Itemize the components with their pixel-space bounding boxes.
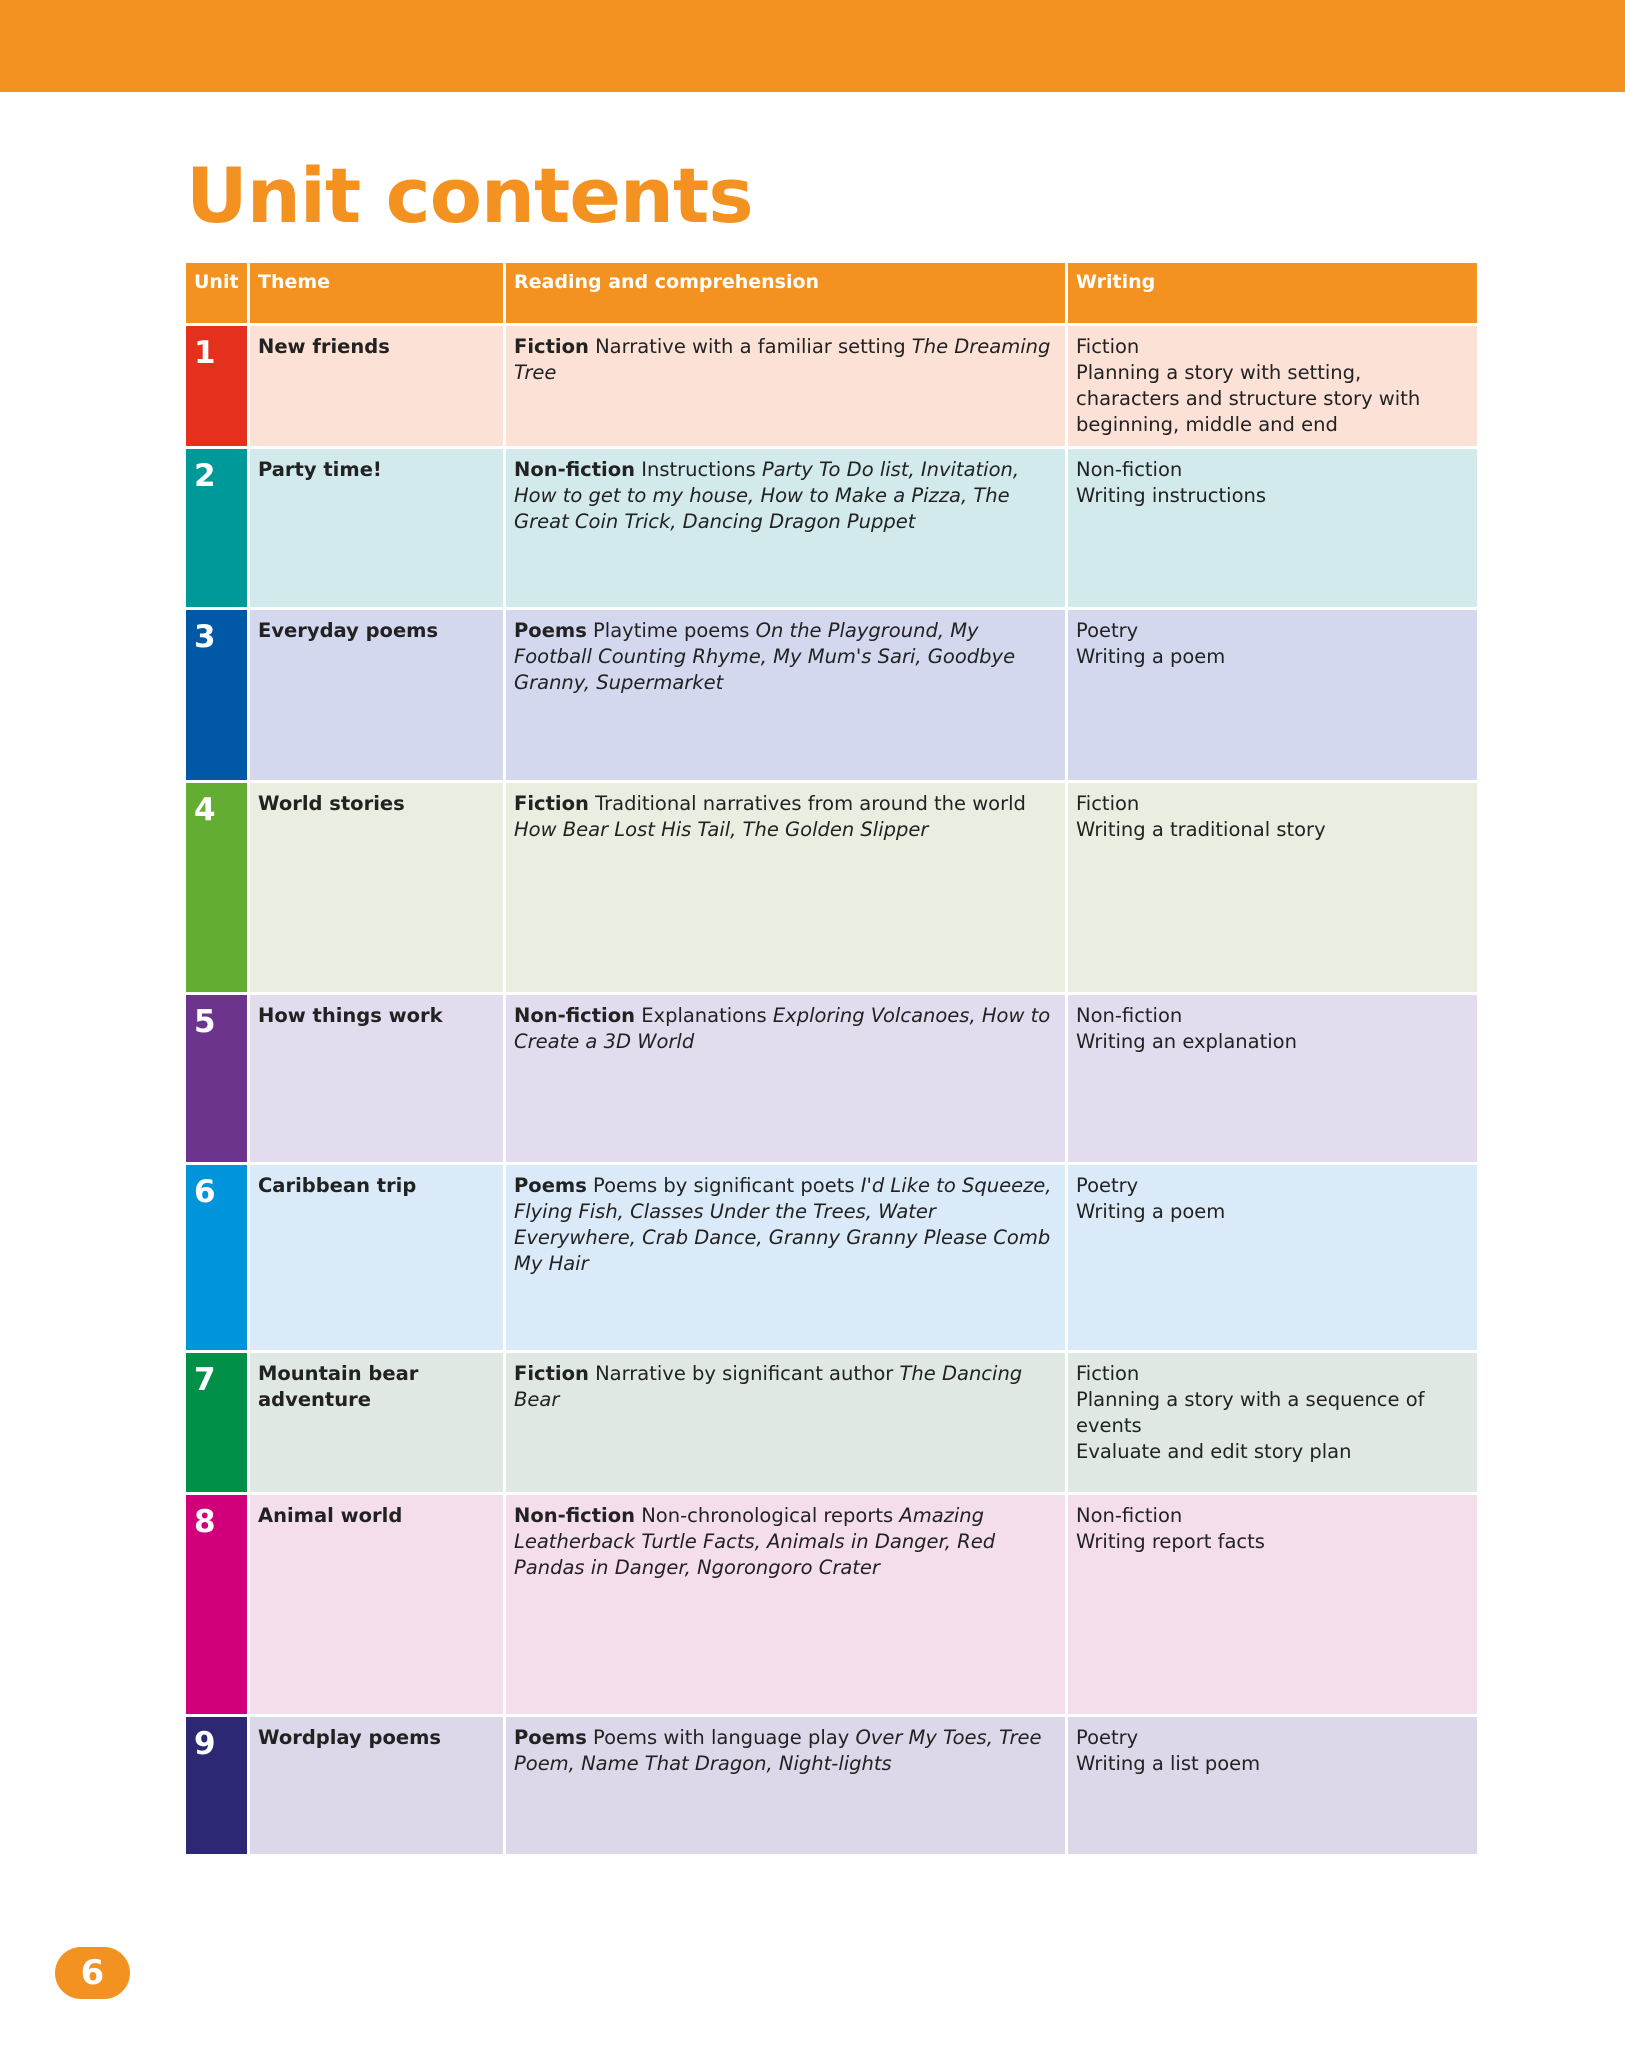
writing-task: Writing instructions — [1076, 484, 1267, 507]
table-body — [186, 326, 1477, 1857]
unit-number: 1 — [186, 326, 250, 446]
reading-titles: The Dancing Bear — [514, 1362, 1023, 1411]
column-header-unit: Unit — [186, 263, 250, 323]
reading-description: Traditional narratives from around the world — [595, 792, 1026, 815]
writing-type: Non-fiction — [1076, 1504, 1183, 1527]
text-type: Non-fiction — [514, 1504, 635, 1527]
writing-task: Writing a poem — [1076, 1200, 1226, 1223]
reading-cell — [506, 1353, 1068, 1492]
reading-titles: I'd Like to Squeeze, Flying Fish, Classes Under the Trees, Water Everywhere, Crab Dance, Granny Granny Please Comb My Hair — [514, 1174, 1052, 1275]
writing-cell — [1068, 783, 1477, 992]
unit-theme: Wordplay poems — [250, 1717, 506, 1854]
unit-number: 5 — [186, 995, 250, 1162]
unit-number: 7 — [186, 1353, 250, 1492]
reading-titles: Party To Do list, Invitation, How to get to my house, How to Make a Pizza, The Great Coin Trick, Dancing Dragon Puppet — [514, 458, 1020, 533]
writing-cell — [1068, 449, 1477, 607]
text-type: Fiction — [514, 335, 589, 358]
text-type: Poems — [514, 1174, 587, 1197]
reading-titles: The Dreaming Tree — [514, 335, 1051, 384]
reading-description: Instructions — [641, 458, 756, 481]
unit-number: 9 — [186, 1717, 250, 1854]
reading-cell — [506, 326, 1068, 446]
table-row — [186, 995, 1477, 1165]
writing-task: Writing a traditional story — [1076, 818, 1326, 841]
reading-titles: On the Playground, My Football Counting Rhyme, My Mum's Sari, Goodbye Granny, Supermarket — [514, 619, 1016, 694]
reading-cell — [506, 449, 1068, 607]
unit-number: 3 — [186, 610, 250, 780]
unit-theme: Everyday poems — [250, 610, 506, 780]
unit-theme: Mountain bear adventure — [250, 1353, 506, 1492]
writing-task: Writing an explanation — [1076, 1030, 1297, 1053]
table-row — [186, 1717, 1477, 1857]
reading-titles: Over My Toes, Tree Poem, Name That Dragon, Night-lights — [514, 1726, 1042, 1775]
text-type: Fiction — [514, 792, 589, 815]
writing-type: Fiction — [1076, 792, 1140, 815]
unit-theme: Party time! — [250, 449, 506, 607]
writing-type: Fiction — [1076, 335, 1140, 358]
reading-cell — [506, 1165, 1068, 1350]
table-row — [186, 1353, 1477, 1495]
text-type: Poems — [514, 1726, 587, 1749]
writing-type: Fiction — [1076, 1362, 1140, 1385]
table-header-row — [186, 263, 1477, 326]
table-row — [186, 610, 1477, 783]
writing-cell — [1068, 1353, 1477, 1492]
reading-description: Playtime poems — [593, 619, 750, 642]
reading-description: Non-chronological reports — [641, 1504, 894, 1527]
writing-cell — [1068, 610, 1477, 780]
page-title: Unit contents — [186, 151, 753, 240]
writing-task: Evaluate and edit story plan — [1076, 1440, 1352, 1463]
writing-cell — [1068, 995, 1477, 1162]
writing-type: Non-fiction — [1076, 1004, 1183, 1027]
writing-cell — [1068, 1717, 1477, 1854]
page-number-badge: 6 — [55, 1947, 130, 1999]
writing-cell — [1068, 1165, 1477, 1350]
unit-number: 8 — [186, 1495, 250, 1714]
reading-titles: Amazing Leatherback Turtle Facts, Animals in Danger, Red Pandas in Danger, Ngorongoro Crater — [514, 1504, 996, 1579]
writing-type: Poetry — [1076, 1726, 1139, 1749]
reading-description: Narrative by significant author — [595, 1362, 894, 1385]
reading-description: Explanations — [641, 1004, 767, 1027]
reading-titles: Exploring Volcanoes, How to Create a 3D World — [514, 1004, 1051, 1053]
writing-task: Writing a list poem — [1076, 1752, 1261, 1775]
unit-number: 4 — [186, 783, 250, 992]
writing-cell — [1068, 326, 1477, 446]
table-row — [186, 783, 1477, 995]
table-row — [186, 326, 1477, 449]
writing-type: Poetry — [1076, 1174, 1139, 1197]
table-row — [186, 449, 1477, 610]
unit-number: 2 — [186, 449, 250, 607]
top-banner — [0, 0, 1625, 92]
writing-type: Poetry — [1076, 619, 1139, 642]
unit-contents-table — [186, 263, 1477, 1857]
reading-description: Poems with language play — [593, 1726, 850, 1749]
writing-task: Planning a story with setting, characters and structure story with beginning, middle and end — [1076, 361, 1421, 436]
text-type: Non-fiction — [514, 458, 635, 481]
column-header-writing: Writing — [1068, 263, 1477, 323]
unit-theme: World stories — [250, 783, 506, 992]
unit-theme: How things work — [250, 995, 506, 1162]
reading-cell — [506, 1495, 1068, 1714]
reading-cell — [506, 1717, 1068, 1854]
reading-description: Narrative with a familiar setting — [595, 335, 906, 358]
reading-description: Poems by significant poets — [593, 1174, 855, 1197]
unit-theme: Animal world — [250, 1495, 506, 1714]
unit-number: 6 — [186, 1165, 250, 1350]
writing-cell — [1068, 1495, 1477, 1714]
column-header-theme: Theme — [250, 263, 506, 323]
table-row — [186, 1165, 1477, 1353]
writing-type: Non-fiction — [1076, 458, 1183, 481]
text-type: Fiction — [514, 1362, 589, 1385]
text-type: Non-fiction — [514, 1004, 635, 1027]
unit-theme: New friends — [250, 326, 506, 446]
writing-task: Writing report facts — [1076, 1530, 1265, 1553]
writing-task: Writing a poem — [1076, 645, 1226, 668]
reading-titles: How Bear Lost His Tail, The Golden Slipper — [514, 818, 929, 841]
table-row — [186, 1495, 1477, 1717]
writing-task: Planning a story with a sequence of events — [1076, 1388, 1425, 1437]
text-type: Poems — [514, 619, 587, 642]
reading-cell — [506, 995, 1068, 1162]
column-header-reading: Reading and comprehension — [506, 263, 1068, 323]
reading-cell — [506, 783, 1068, 992]
reading-cell — [506, 610, 1068, 780]
unit-theme: Caribbean trip — [250, 1165, 506, 1350]
